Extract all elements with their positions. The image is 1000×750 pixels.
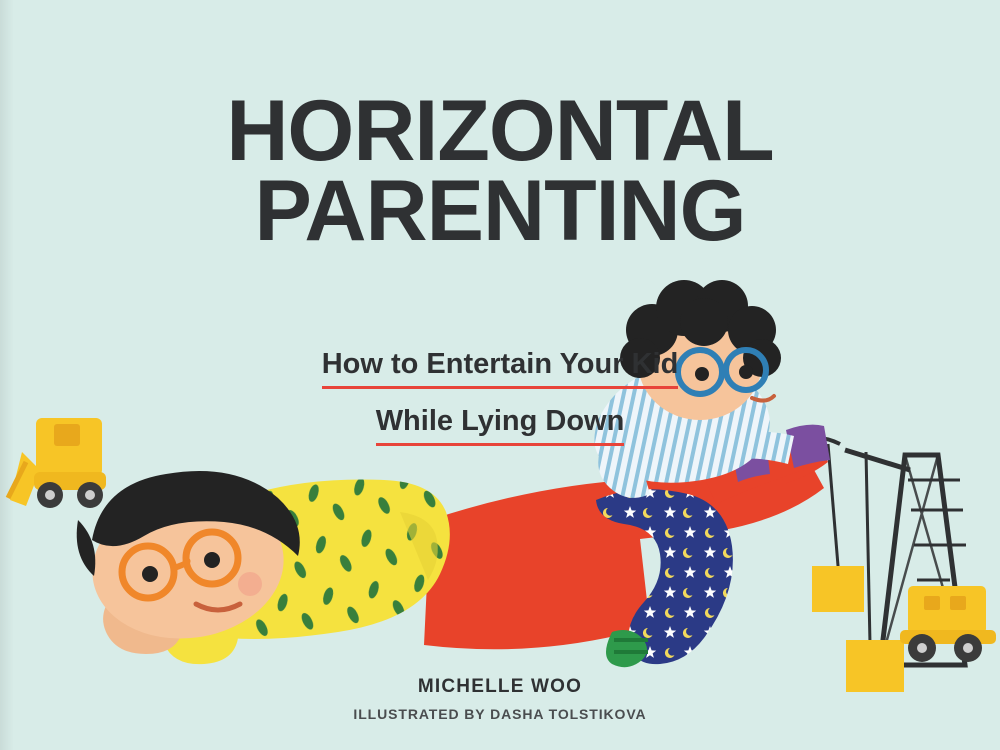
- cover-title: [0, 83, 1000, 259]
- subtitle-line-2: While Lying Down: [376, 405, 625, 446]
- title-line-1: HORIZONTAL: [226, 83, 774, 179]
- subtitle-line-1: How to Entertain Your Kid: [322, 348, 679, 389]
- illustrator-credit: ILLUSTRATED BY DASHA TOLSTIKOVA: [353, 706, 647, 722]
- title-line-2: PARENTING: [254, 162, 746, 259]
- author-name: MICHELLE WOO: [417, 676, 583, 697]
- toy-crane-right: [800, 438, 996, 692]
- cover-credits: [0, 676, 1000, 722]
- cover-subtitle: [0, 348, 1000, 462]
